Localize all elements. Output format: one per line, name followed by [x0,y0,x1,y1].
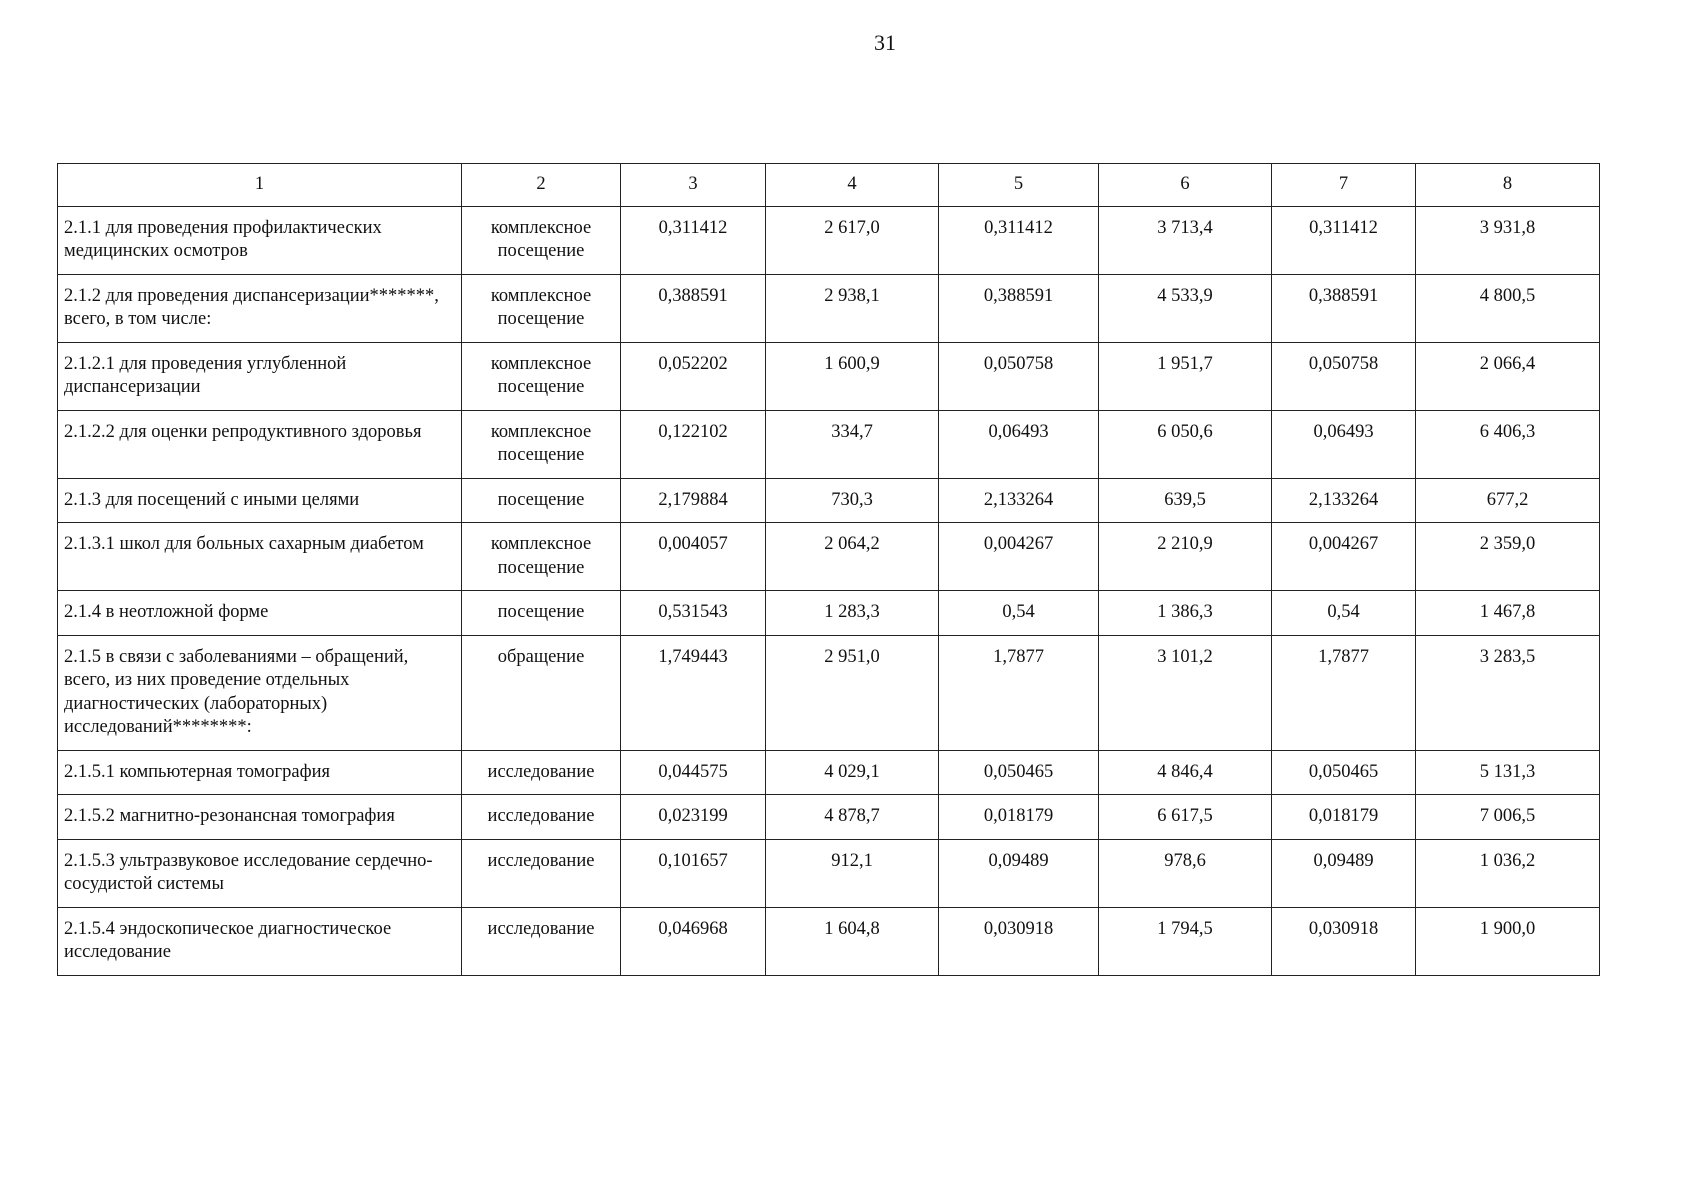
row-label-cell: 2.1.5.2 магнитно-резонансная томография [58,795,462,840]
value-cell: 639,5 [1099,478,1272,523]
value-cell: 2 064,2 [766,523,939,591]
value-cell: 0,023199 [621,795,766,840]
unit-cell: исследование [462,839,621,907]
value-cell: 1 386,3 [1099,591,1272,636]
unit-cell: комплексное посещение [462,523,621,591]
value-cell: 1,749443 [621,635,766,750]
value-cell: 0,311412 [621,206,766,274]
value-cell: 1,7877 [1272,635,1416,750]
value-cell: 1 794,5 [1099,907,1272,975]
data-table [57,163,1600,976]
value-cell: 677,2 [1416,478,1600,523]
value-cell: 0,050758 [939,342,1099,410]
value-cell: 6 617,5 [1099,795,1272,840]
value-cell: 1 467,8 [1416,591,1600,636]
table-row [58,635,1600,750]
unit-cell: исследование [462,795,621,840]
unit-cell: комплексное посещение [462,342,621,410]
value-cell: 1 951,7 [1099,342,1272,410]
value-cell: 0,052202 [621,342,766,410]
value-cell: 3 713,4 [1099,206,1272,274]
table-row [58,795,1600,840]
table-row [58,591,1600,636]
row-label-cell: 2.1.2.2 для оценки репродуктивного здоровья [58,410,462,478]
unit-cell: обращение [462,635,621,750]
value-cell: 5 131,3 [1416,750,1600,795]
value-cell: 912,1 [766,839,939,907]
header-cell: 5 [939,164,1099,207]
value-cell: 0,06493 [939,410,1099,478]
value-cell: 2,133264 [939,478,1099,523]
unit-cell: комплексное посещение [462,274,621,342]
value-cell: 2 359,0 [1416,523,1600,591]
value-cell: 1 600,9 [766,342,939,410]
value-cell: 0,09489 [939,839,1099,907]
value-cell: 2,179884 [621,478,766,523]
value-cell: 4 878,7 [766,795,939,840]
row-label-cell: 2.1.3 для посещений с иными целями [58,478,462,523]
table-row [58,274,1600,342]
value-cell: 2 617,0 [766,206,939,274]
table-row [58,410,1600,478]
value-cell: 6 406,3 [1416,410,1600,478]
value-cell: 4 029,1 [766,750,939,795]
page-number: 31 [874,30,896,55]
header-cell: 1 [58,164,462,207]
unit-cell: комплексное посещение [462,206,621,274]
value-cell: 0,050758 [1272,342,1416,410]
value-cell: 0,54 [939,591,1099,636]
value-cell: 0,050465 [939,750,1099,795]
value-cell: 334,7 [766,410,939,478]
header-cell: 7 [1272,164,1416,207]
value-cell: 2 951,0 [766,635,939,750]
value-cell: 0,018179 [939,795,1099,840]
value-cell: 0,54 [1272,591,1416,636]
value-cell: 6 050,6 [1099,410,1272,478]
value-cell: 1 604,8 [766,907,939,975]
value-cell: 0,122102 [621,410,766,478]
value-cell: 0,311412 [1272,206,1416,274]
table-row [58,750,1600,795]
value-cell: 2,133264 [1272,478,1416,523]
value-cell: 1,7877 [939,635,1099,750]
value-cell: 2 066,4 [1416,342,1600,410]
header-cell: 3 [621,164,766,207]
value-cell: 0,004057 [621,523,766,591]
value-cell: 1 036,2 [1416,839,1600,907]
value-cell: 0,531543 [621,591,766,636]
value-cell: 730,3 [766,478,939,523]
value-cell: 0,030918 [1272,907,1416,975]
value-cell: 0,018179 [1272,795,1416,840]
table-row [58,478,1600,523]
row-label-cell: 2.1.4 в неотложной форме [58,591,462,636]
value-cell: 0,044575 [621,750,766,795]
value-cell: 2 210,9 [1099,523,1272,591]
row-label-cell: 2.1.3.1 школ для больных сахарным диабетом [58,523,462,591]
value-cell: 0,050465 [1272,750,1416,795]
row-label-cell: 2.1.2 для проведения диспансеризации*******, всего, в том числе: [58,274,462,342]
value-cell: 4 800,5 [1416,274,1600,342]
row-label-cell: 2.1.1 для проведения профилактических медицинских осмотров [58,206,462,274]
header-cell: 8 [1416,164,1600,207]
table-header-row [58,164,1600,207]
value-cell: 0,06493 [1272,410,1416,478]
value-cell: 0,388591 [939,274,1099,342]
unit-cell: исследование [462,750,621,795]
value-cell: 3 101,2 [1099,635,1272,750]
value-cell: 978,6 [1099,839,1272,907]
value-cell: 3 931,8 [1416,206,1600,274]
row-label-cell: 2.1.5 в связи с заболеваниями – обращений, всего, из них проведение отдельных диагностических (лабораторных) исследований********: [58,635,462,750]
value-cell: 0,004267 [939,523,1099,591]
table-row [58,907,1600,975]
value-cell: 0,101657 [621,839,766,907]
table-row [58,342,1600,410]
value-cell: 0,311412 [939,206,1099,274]
unit-cell: исследование [462,907,621,975]
table-row [58,839,1600,907]
value-cell: 0,030918 [939,907,1099,975]
unit-cell: посещение [462,591,621,636]
table-row [58,206,1600,274]
value-cell: 1 283,3 [766,591,939,636]
value-cell: 4 846,4 [1099,750,1272,795]
value-cell: 0,388591 [1272,274,1416,342]
row-label-cell: 2.1.5.1 компьютерная томография [58,750,462,795]
header-cell: 6 [1099,164,1272,207]
value-cell: 0,046968 [621,907,766,975]
value-cell: 0,388591 [621,274,766,342]
unit-cell: комплексное посещение [462,410,621,478]
value-cell: 7 006,5 [1416,795,1600,840]
value-cell: 0,004267 [1272,523,1416,591]
table-row [58,523,1600,591]
row-label-cell: 2.1.5.3 ультразвуковое исследование сердечно-сосудистой системы [58,839,462,907]
value-cell: 3 283,5 [1416,635,1600,750]
value-cell: 1 900,0 [1416,907,1600,975]
row-label-cell: 2.1.2.1 для проведения углубленной диспансеризации [58,342,462,410]
unit-cell: посещение [462,478,621,523]
row-label-cell: 2.1.5.4 эндоскопическое диагностическое исследование [58,907,462,975]
value-cell: 0,09489 [1272,839,1416,907]
value-cell: 4 533,9 [1099,274,1272,342]
value-cell: 2 938,1 [766,274,939,342]
header-cell: 4 [766,164,939,207]
header-cell: 2 [462,164,621,207]
